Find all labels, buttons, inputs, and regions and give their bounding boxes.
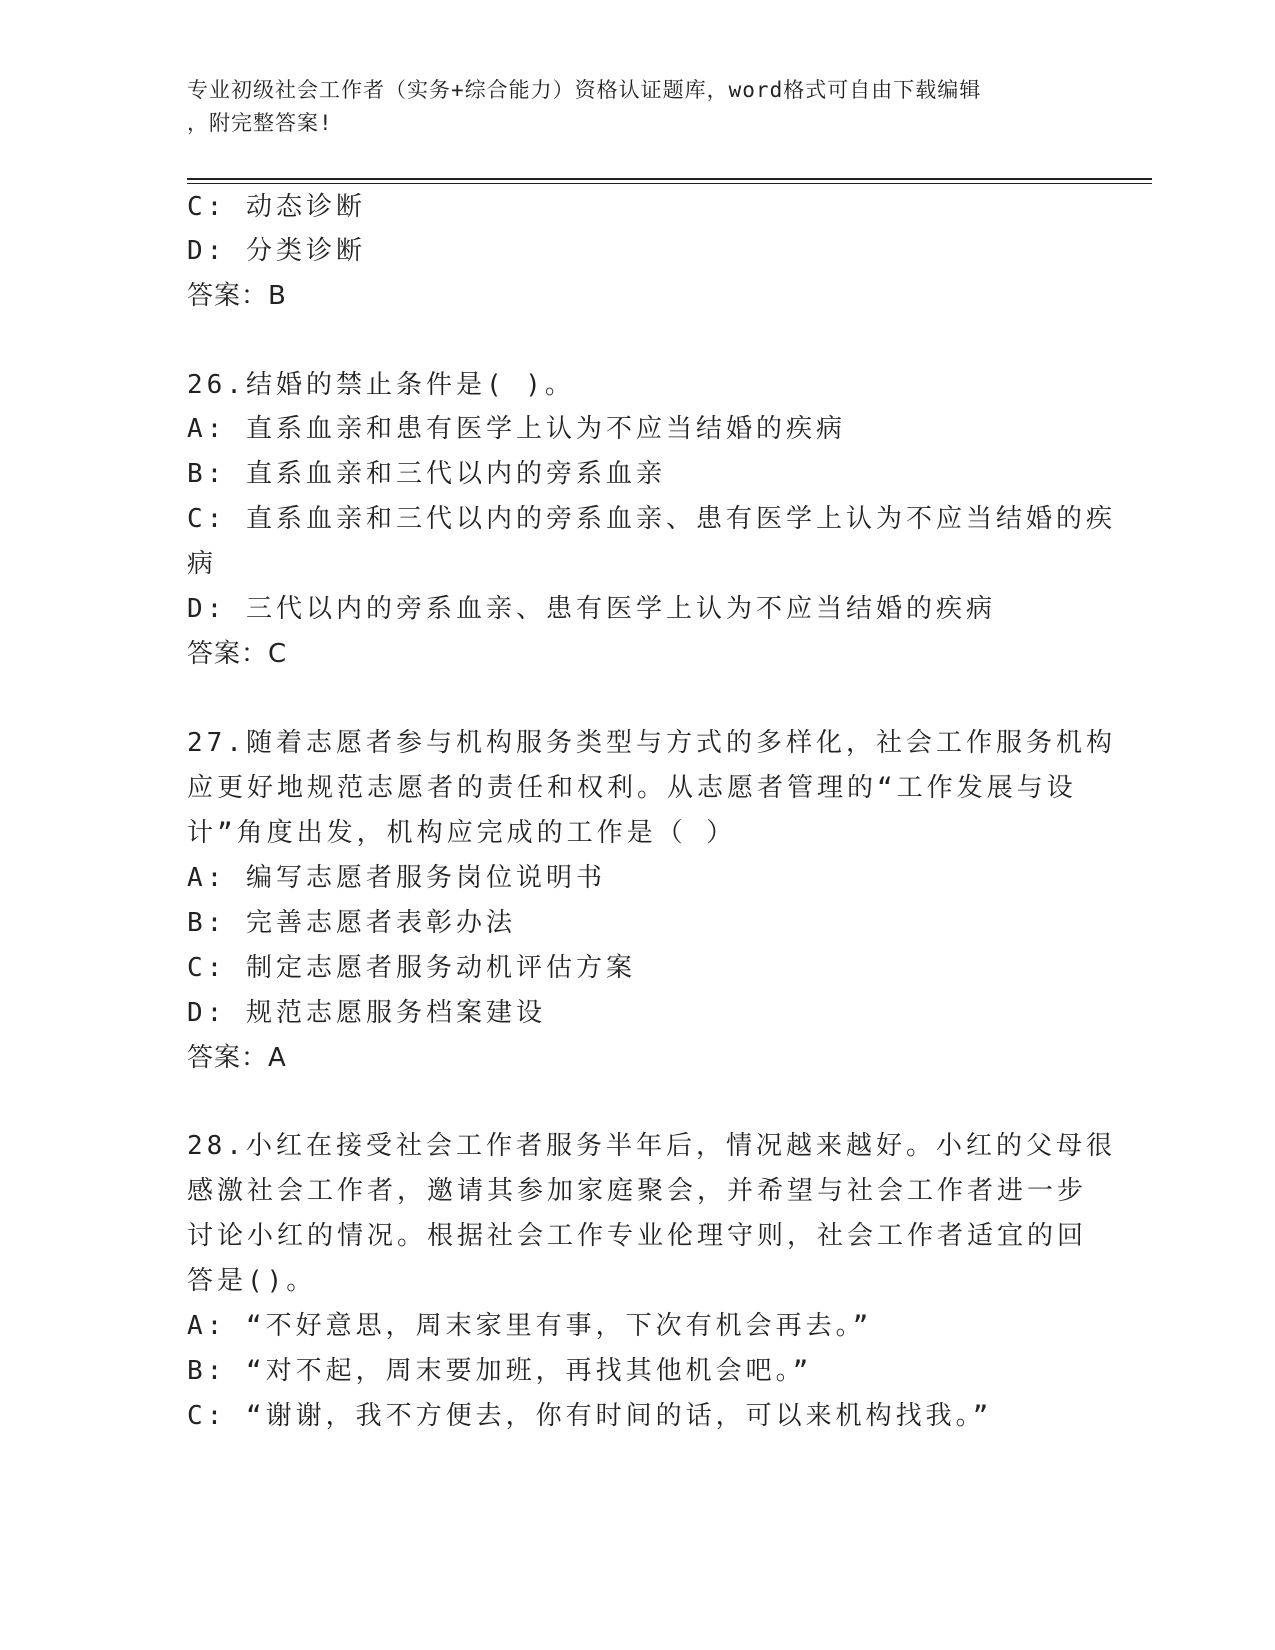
q28-stem-line2: 感激社会工作者，邀请其参加家庭聚会，并希望与社会工作者进一步 (187, 1176, 1088, 1206)
q26-option-b: B: 直系血亲和三代以内的旁系血亲 (187, 459, 666, 489)
q27-stem-line2: 应更好地规范志愿者的责任和权利。从志愿者管理的“工作发展与设 (187, 773, 1077, 803)
q27-option-b: B: 完善志愿者表彰办法 (187, 908, 516, 938)
q27-stem-line1: 27.随着志愿者参与机构服务类型与方式的多样化，社会工作服务机构 (187, 728, 1116, 758)
page-header (187, 74, 1087, 140)
q25-option-d: D: 分类诊断 (187, 236, 366, 266)
header-rule-thin (187, 183, 1152, 184)
q27-option-d: D: 规范志愿服务档案建设 (187, 998, 546, 1028)
q26-stem: 26.结婚的禁止条件是( )。 (187, 370, 575, 400)
q27-option-c: C: 制定志愿者服务动机评估方案 (187, 953, 636, 983)
q27-option-a: A: 编写志愿者服务岗位说明书 (187, 863, 606, 893)
q28-stem-line3: 讨论小红的情况。根据社会工作专业伦理守则，社会工作者适宜的回 (187, 1221, 1088, 1251)
q28-option-b: B: “对不起，周末要加班，再找其他机会吧。” (187, 1356, 813, 1386)
q28-stem-line4: 答是()。 (187, 1266, 317, 1296)
q26-option-c-line2: 病 (187, 549, 218, 579)
q27-answer: 答案：A (187, 1043, 287, 1073)
q26-option-c-line1: C: 直系血亲和三代以内的旁系血亲、患有医学上认为不应当结婚的疾 (187, 504, 1116, 534)
header-rule-thick (187, 178, 1152, 180)
q26-option-d: D: 三代以内的旁系血亲、患有医学上认为不应当结婚的疾病 (187, 594, 996, 624)
q25-answer: 答案：B (187, 281, 287, 311)
q26-answer: 答案：C (187, 639, 288, 669)
q26-option-a: A: 直系血亲和患有医学上认为不应当结婚的疾病 (187, 414, 846, 444)
q25-option-c: C: 动态诊断 (187, 192, 366, 222)
q28-option-c: C: “谢谢，我不方便去，你有时间的话，可以来机构找我。” (187, 1401, 993, 1431)
header-line-2: ，附完整答案! (187, 111, 333, 135)
header-line-1: 专业初级社会工作者（实务+综合能力）资格认证题库，word格式可自由下载编辑 (187, 78, 982, 102)
q27-stem-line3: 计”角度出发，机构应完成的工作是（ ） (187, 818, 737, 848)
q28-option-a: A: “不好意思，周末家里有事，下次有机会再去。” (187, 1311, 873, 1341)
q28-stem-line1: 28.小红在接受社会工作者服务半年后，情况越来越好。小红的父母很 (187, 1131, 1116, 1161)
